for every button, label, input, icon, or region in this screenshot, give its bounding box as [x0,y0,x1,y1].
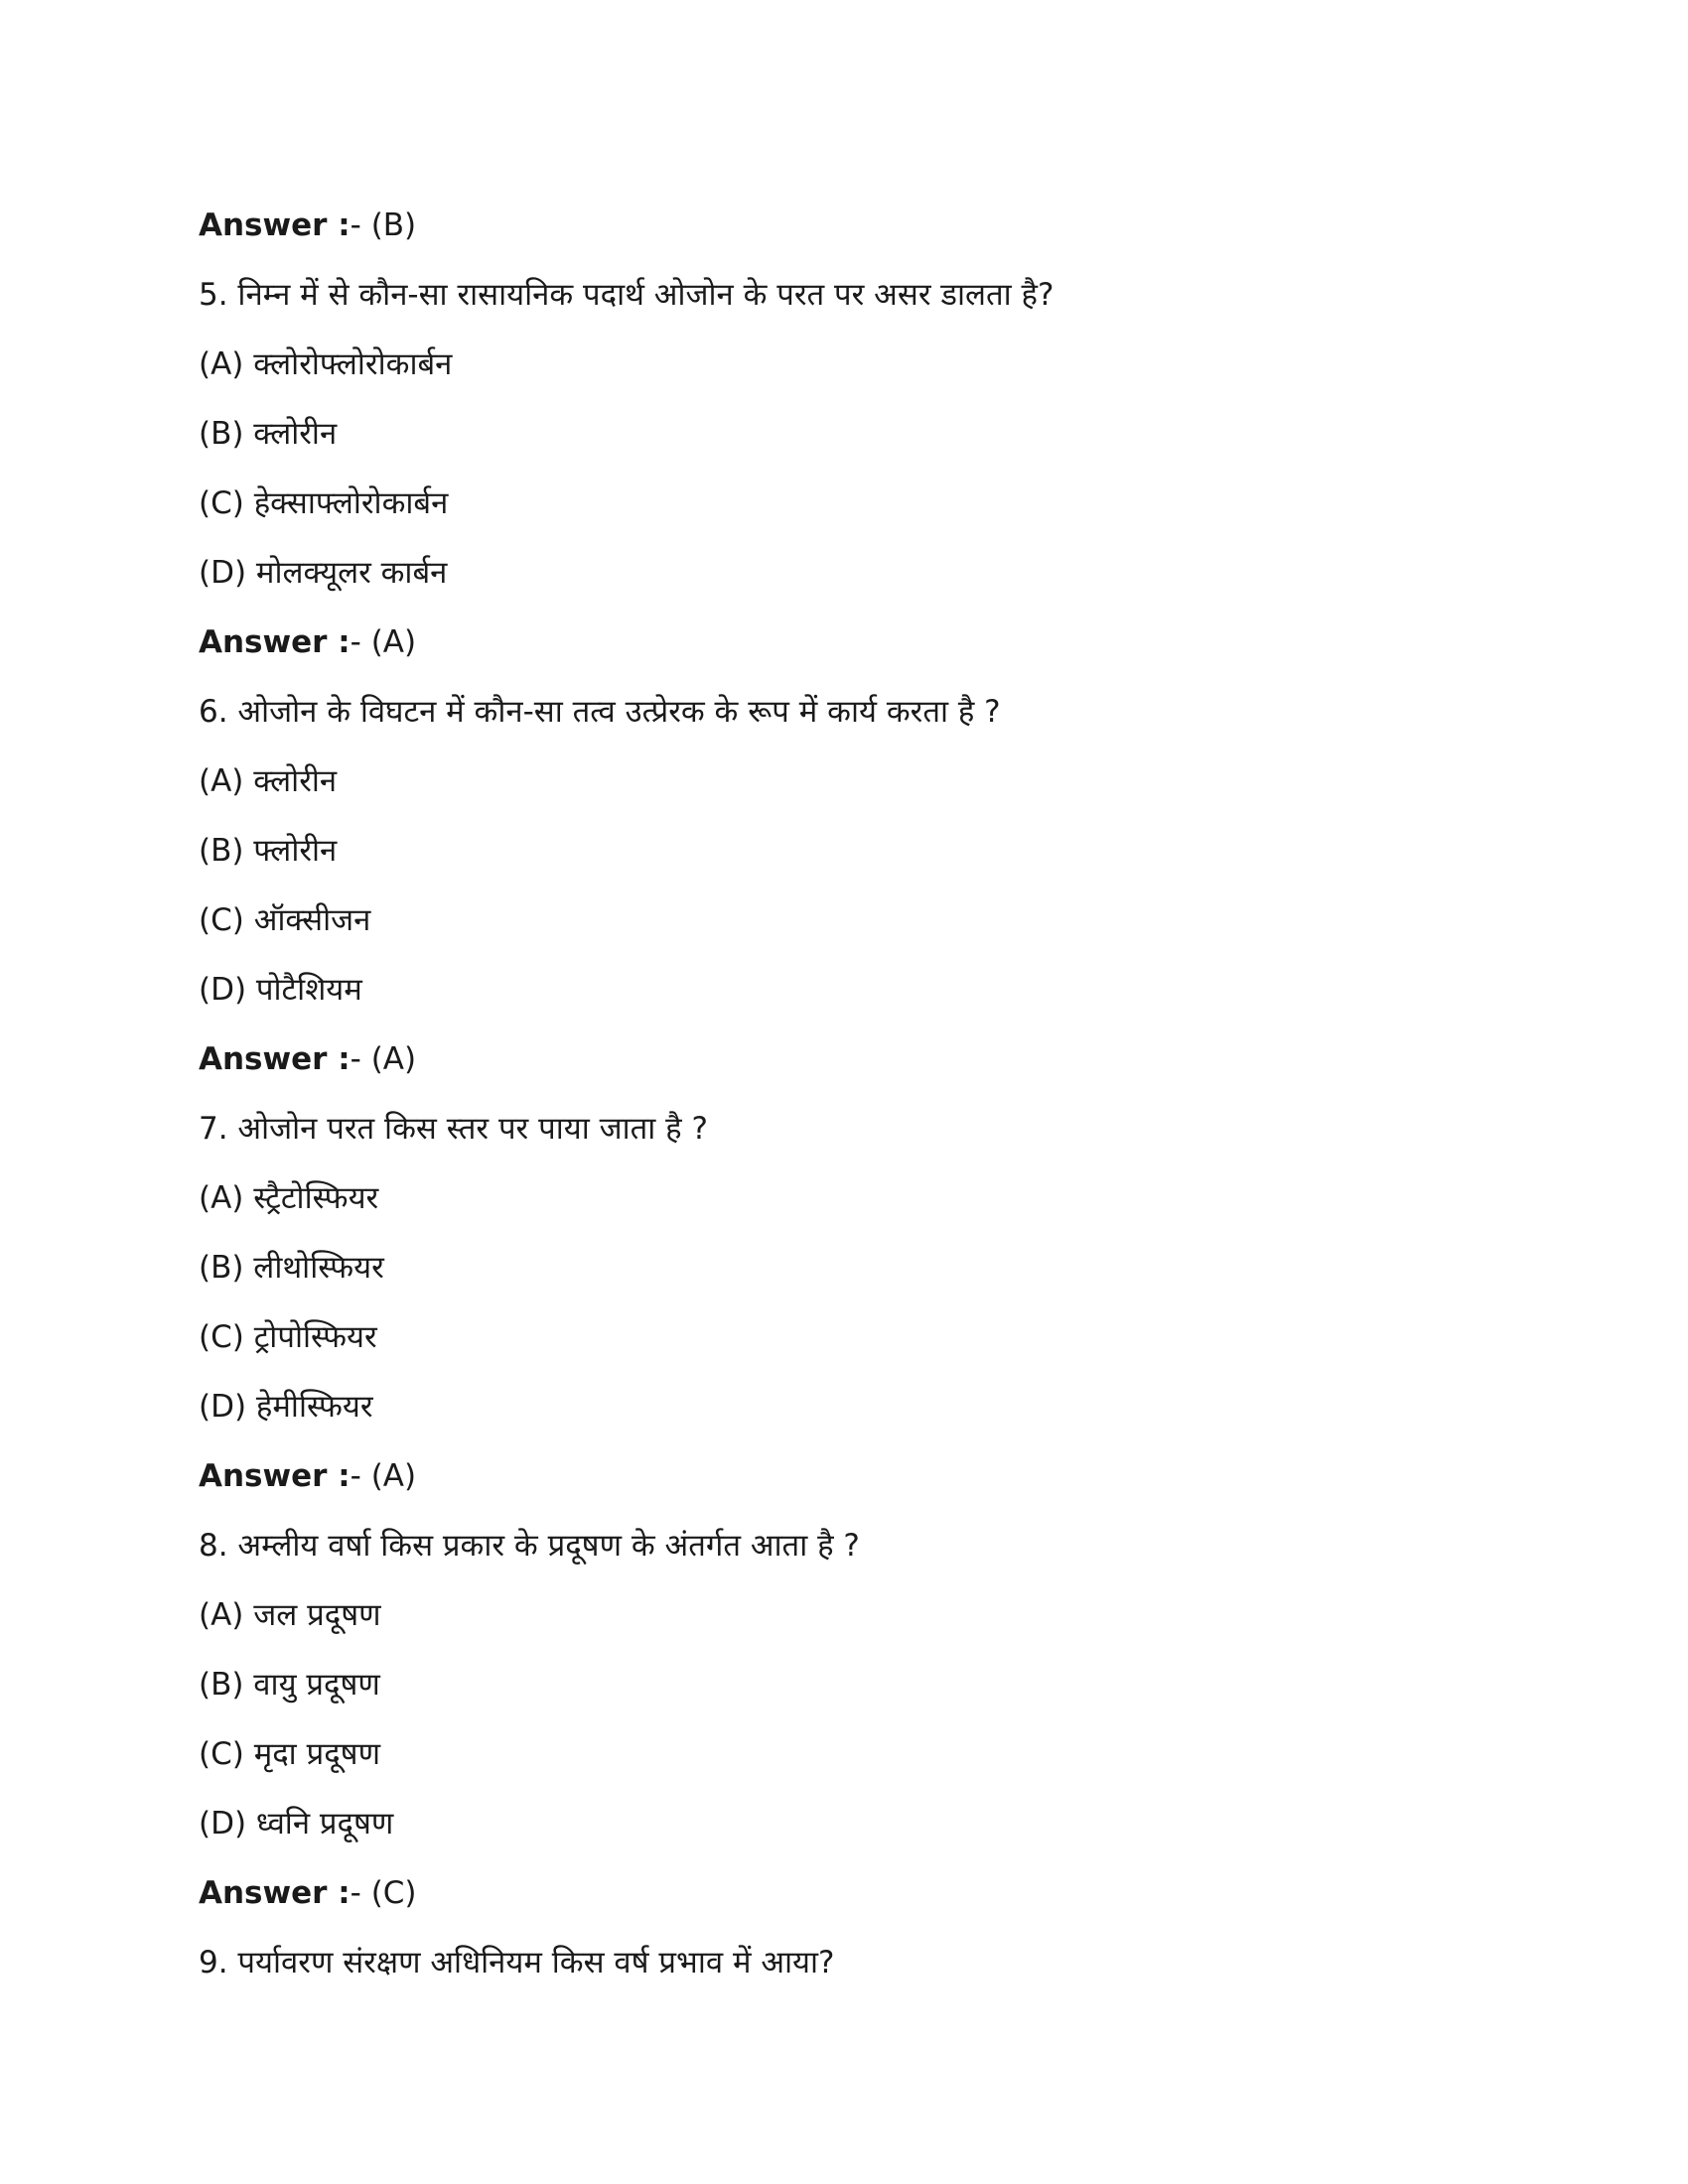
answer-value: - (C) [350,1875,417,1911]
question-text: 9. पर्यावरण संरक्षण अधिनियम किस वर्ष प्रभाव में आया? [199,1945,835,1980]
answer-label: Answer : [199,207,351,243]
answer-label: Answer : [199,624,351,660]
question-text: 7. ओजोन परत किस स्तर पर पाया जाता है ? [199,1111,708,1147]
answer-value: - (A) [350,1458,417,1494]
option-text: (B) क्लोरीन [199,416,338,452]
option-text: (D) मोलक्यूलर कार्बन [199,555,448,591]
option-text: (D) हेमीस्फियर [199,1389,373,1425]
option-text: (C) हेक्साफ्लोरोकार्बन [199,485,449,521]
answer-line [199,1858,1489,1928]
option-text: (B) वायु प्रदूषण [199,1667,380,1703]
question-text: 5. निम्न में से कौन-सा रासायनिक पदार्थ ओजोन के परत पर असर डालता है? [199,277,1055,313]
option-text: (A) क्लोरीन [199,763,338,799]
option-text: (D) पोटैशियम [199,972,362,1008]
question-text: 8. अम्लीय वर्षा किस प्रकार के प्रदूषण के अंतर्गत आता है ? [199,1528,860,1564]
option-text: (C) मृदा प्रदूषण [199,1736,381,1772]
answer-line [199,1024,1489,1094]
answer-line [199,191,1489,260]
answer-value: - (A) [350,1041,417,1077]
answer-line [199,1441,1489,1511]
answer-value: - (A) [350,624,417,660]
answer-label: Answer : [199,1458,351,1494]
option-text: (A) स्ट्रैटोस्फियर [199,1180,379,1216]
document-page [199,191,1489,1997]
answer-label: Answer : [199,1875,351,1911]
option-text: (A) क्लोरोफ्लोरोकार्बन [199,346,453,382]
answer-label: Answer : [199,1041,351,1077]
option-text: (D) ध्वनि प्रदूषण [199,1806,394,1842]
answer-value: - (B) [350,207,417,243]
option-text: (B) फ्लोरीन [199,833,338,869]
option-text: (B) लीथोस्फियर [199,1250,384,1286]
option-text: (C) ऑक्सीजन [199,902,371,938]
question-text: 6. ओजोन के विघटन में कौन-सा तत्व उत्प्रेरक के रूप में कार्य करता है ? [199,694,1001,730]
option-text: (C) ट्रोपोस्फियर [199,1319,377,1355]
answer-line [199,608,1489,677]
option-text: (A) जल प्रदूषण [199,1597,381,1633]
